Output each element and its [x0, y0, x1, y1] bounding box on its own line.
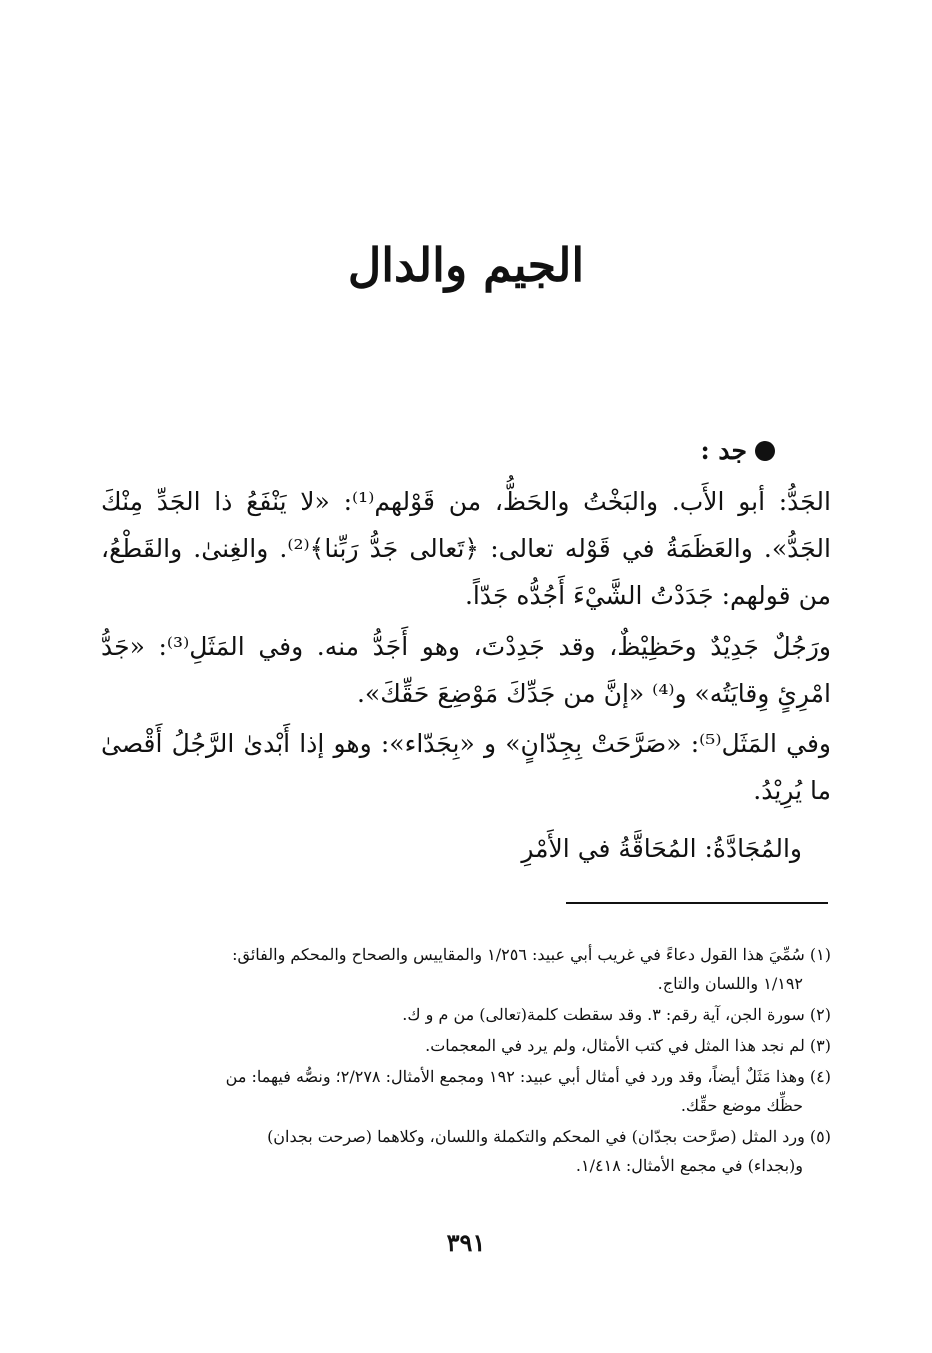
paragraph-4: والمُجَادَّةُ: المُحَاقَّةُ في الأَمْرِ — [521, 834, 802, 863]
footnote-5 — [96, 1122, 831, 1180]
footnote-continuation: ١/١٩٢ واللسان والتاج. — [657, 974, 803, 993]
footnote-divider — [566, 902, 828, 904]
paragraph-3: وفي المَثَل⁽⁵⁾: «صَرَّحَتْ بِجِدّانٍ» و «بِجَدّاء»: وهو إذا أَبْدىٰ الرَّجُلُ أَقْصىٰ ما يُرِيْدُ. — [101, 729, 831, 805]
footnote-1 — [96, 940, 831, 998]
footnote-continuation: و(بجداء) في مجمع الأمثال: ١/٤١٨. — [575, 1156, 803, 1175]
bullet-icon — [755, 441, 775, 461]
footnote-4 — [96, 1062, 831, 1120]
footnote-continuation: حظِّك موضع حقِّك. — [680, 1096, 803, 1115]
footnote-line: (٤) وهذا مَثَلٌ أيضاً، وقد ورد في أمثال أبي عبيد: ١٩٢ ومجمع الأمثال: ٢/٢٧٨؛ ونصُّه فيهما: من — [225, 1067, 831, 1086]
footnote-line: (٣) لم نجد هذا المثل في كتب الأمثال، ولم يرد في المعجمات. — [425, 1036, 831, 1055]
paragraph-1: الجَدُّ: أبو الأَب. والبَخْتُ والحَظُّ، من قَوْلهم⁽¹⁾: «لا يَنْفَعُ ذا الجَدِّ مِنْكَ الجَدُّ». والعَظَمَةُ في قَوْله تعالى: ﴿تَعالى جَدُّ رَبِّنا﴾⁽²⁾. والغِنىٰ. والقَطْعُ، من قولهم: جَدَدْتُ الشَّيْءَ أَجُدُّه جَدّاً. — [101, 487, 831, 610]
footnote-line: (٥) ورد المثل (صرَّحت بجدّان) في المحكم والتكملة واللسان، وكلاهما (صرحت بجدان) — [267, 1127, 831, 1146]
footnotes — [96, 940, 831, 1182]
entry-heading-text: جد : — [700, 436, 747, 465]
footnote-line: (٢) سورة الجن، آية رقم: ٣. وقد سقطت كلمة(تعالى) من م و ك. — [402, 1005, 831, 1024]
footnote-3 — [96, 1031, 831, 1060]
footnote-2 — [96, 1000, 831, 1029]
footnote-line: (١) سُمِّيَ هذا القول دعاءً في غريب أبي عبيد: ١/٢٥٦ والمقاييس والصحاح والمحكم والفائق: — [232, 945, 831, 964]
paragraph-2: ورَجُلٌ جَدِيْدٌ وحَظِيْظٌ، وقد جَدِدْتَ، وهو أَجَدُّ منه. وفي المَثَلِ⁽³⁾: «جَدُّ امْرِئٍ وِقايَتُه» و⁽⁴⁾ «إنَّ من جَدِّكَ مَوْضِعَ حَقِّكَ». — [101, 632, 831, 708]
page-number: ٣٩١ — [446, 1228, 486, 1257]
entry-heading — [700, 436, 775, 465]
chapter-title: الجيم والدال — [347, 238, 585, 292]
